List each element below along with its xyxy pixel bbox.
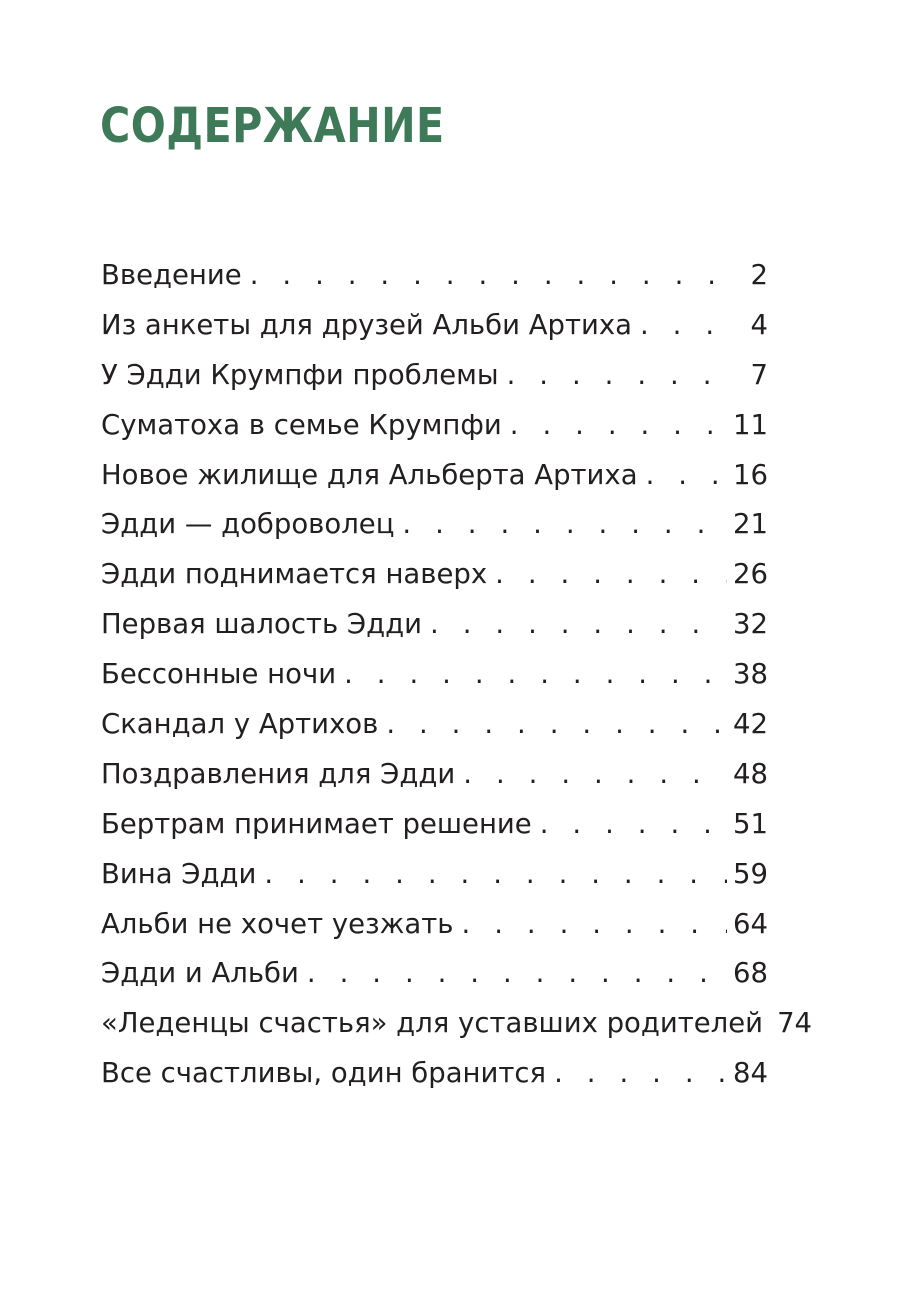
toc-entry-title: Суматоха в семье Крумпфи xyxy=(101,408,502,441)
toc-dot-leader xyxy=(422,600,727,650)
toc-dot-leader xyxy=(502,401,727,451)
toc-entry[interactable] xyxy=(101,800,768,850)
toc-entry-page: 11 xyxy=(733,408,768,441)
toc-dot-leader xyxy=(546,1049,727,1099)
toc-entry[interactable] xyxy=(101,351,768,401)
toc-dot-leader xyxy=(763,999,771,1049)
toc-entry-title: Новое жилище для Альберта Артиха xyxy=(101,458,638,491)
toc-entry[interactable] xyxy=(101,999,813,1049)
toc-entry-title: Все счастливы, один бранится xyxy=(101,1057,547,1090)
page-title: СОДЕРЖАНИЕ xyxy=(100,98,445,154)
toc-entry-page: 64 xyxy=(733,907,768,940)
toc-dot-leader xyxy=(455,750,727,800)
toc-entry-title: Бессонные ночи xyxy=(101,658,337,691)
toc-entry-title: У Эдди Крумпфи проблемы xyxy=(101,358,499,391)
toc-entry-page: 51 xyxy=(733,807,768,840)
toc-entry-page: 32 xyxy=(733,608,768,641)
toc-dot-leader xyxy=(256,850,727,900)
toc-dot-leader xyxy=(299,949,727,999)
toc-entry-title: Из анкеты для друзей Альби Артиха xyxy=(101,308,632,341)
toc-entry-page: 26 xyxy=(733,558,768,591)
toc-entry-title: Вина Эдди xyxy=(101,857,257,890)
toc-dot-leader xyxy=(632,301,728,351)
toc-entry-title: Поздравления для Эдди xyxy=(101,757,456,790)
toc-dot-leader xyxy=(336,650,727,700)
toc-entry-title: Эдди — доброволец xyxy=(101,508,395,541)
toc-dot-leader xyxy=(487,550,727,600)
toc-entry-title: Эдди и Альби xyxy=(101,957,299,990)
toc-entry[interactable] xyxy=(101,949,768,999)
toc-entry-title: Первая шалость Эдди xyxy=(101,608,423,641)
toc-dot-leader xyxy=(499,351,728,401)
toc-entry-page: 74 xyxy=(777,1007,813,1040)
toc-entry-page: 16 xyxy=(733,458,768,491)
toc-entry[interactable] xyxy=(101,700,768,750)
toc-entry-page: 48 xyxy=(733,757,768,790)
toc-dot-leader xyxy=(638,451,727,501)
toc-entry[interactable] xyxy=(101,401,768,451)
toc-entry-title: Введение xyxy=(101,259,242,291)
toc-entry-page: 2 xyxy=(750,259,768,291)
toc-dot-leader xyxy=(532,800,727,850)
toc-entry[interactable] xyxy=(101,900,768,950)
toc-entry-page: 59 xyxy=(733,857,768,890)
toc-entry-page: 38 xyxy=(733,658,768,691)
toc-dot-leader xyxy=(454,900,727,950)
toc-entry-page: 68 xyxy=(733,957,768,990)
toc-entry[interactable] xyxy=(101,750,768,800)
toc-entry[interactable] xyxy=(101,451,768,501)
toc-entry[interactable] xyxy=(101,550,768,600)
toc-entry[interactable] xyxy=(101,500,768,550)
table-of-contents xyxy=(101,251,813,1099)
toc-dot-leader xyxy=(378,700,727,750)
toc-entry[interactable] xyxy=(101,850,768,900)
toc-entry-page: 4 xyxy=(750,308,768,341)
toc-entry-title: «Леденцы счастья» для уставших родителей xyxy=(101,1007,764,1040)
toc-dot-leader xyxy=(242,251,728,301)
toc-entry-page: 21 xyxy=(733,508,768,541)
toc-entry-title: Эдди поднимается наверх xyxy=(101,558,488,591)
toc-entry[interactable] xyxy=(101,251,768,301)
toc-entry-page: 7 xyxy=(750,358,768,391)
toc-entry-page: 84 xyxy=(733,1057,768,1090)
toc-entry[interactable] xyxy=(101,600,768,650)
toc-entry[interactable] xyxy=(101,301,768,351)
toc-entry[interactable] xyxy=(101,1049,768,1099)
toc-entry-title: Альби не хочет уезжать xyxy=(101,907,454,940)
toc-entry-title: Бертрам принимает решение xyxy=(101,807,532,840)
toc-entry-page: 42 xyxy=(733,708,768,741)
toc-entry-title: Скандал у Артихов xyxy=(101,708,379,741)
toc-dot-leader xyxy=(394,500,727,550)
toc-entry[interactable] xyxy=(101,650,768,700)
